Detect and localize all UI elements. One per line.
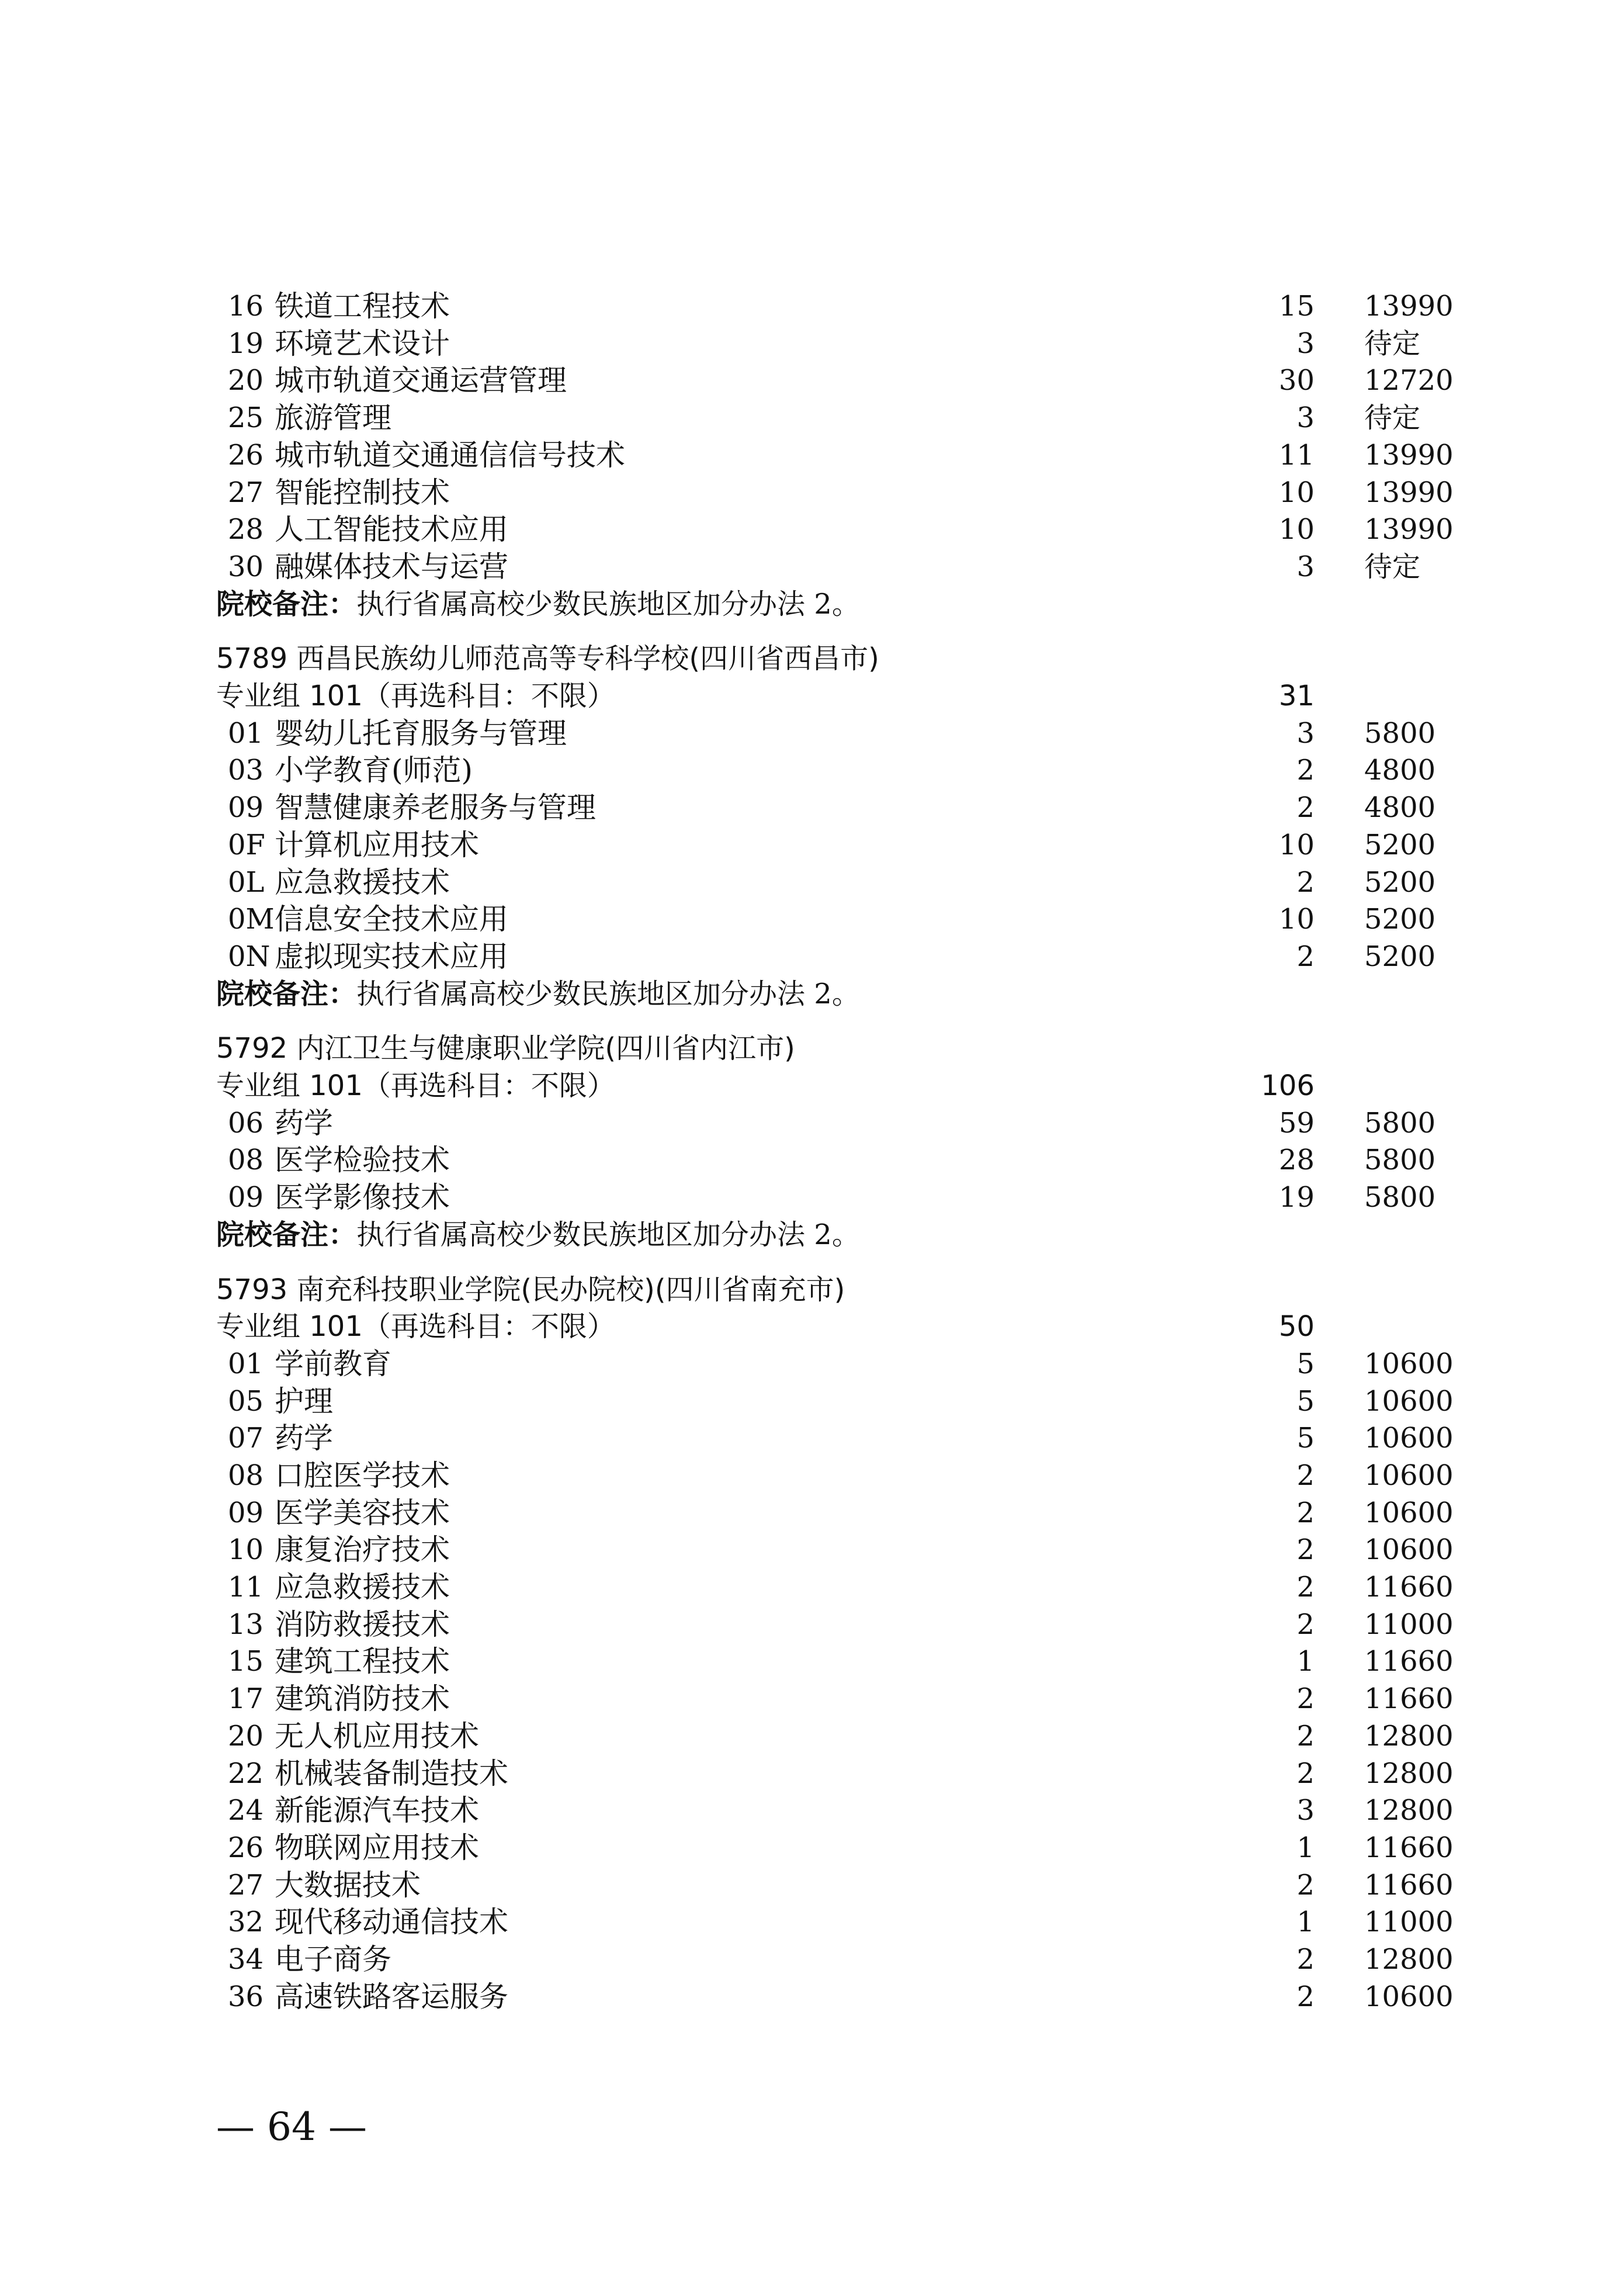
major-name: 智能控制技术	[275, 476, 450, 510]
school-note-text: 执行省属高校少数民族地区加分办法 2。	[356, 1218, 860, 1251]
tuition-fee: 12800	[1364, 1720, 1454, 1753]
major-name: 现代移动通信技术	[275, 1905, 508, 1939]
major-code: 28	[228, 513, 264, 546]
major-code: 16	[228, 290, 264, 323]
major-name: 学前教育	[275, 1347, 391, 1381]
tuition-fee: 12720	[1364, 364, 1454, 397]
plan-count: 2	[1296, 1980, 1315, 2013]
tuition-fee: 11660	[1364, 1645, 1454, 1678]
tuition-fee: 12800	[1364, 1943, 1454, 1976]
tuition-fee: 待定	[1364, 327, 1421, 360]
major-row	[0, 511, 1623, 548]
plan-count: 1	[1296, 1645, 1315, 1678]
major-code: 0M	[228, 903, 275, 936]
major-row	[0, 1383, 1623, 1420]
major-row	[0, 938, 1623, 975]
major-row	[0, 1680, 1623, 1717]
major-name: 智慧健康养老服务与管理	[275, 791, 596, 825]
major-row	[0, 1717, 1623, 1755]
tuition-fee: 4800	[1364, 791, 1436, 824]
tuition-fee: 5200	[1364, 829, 1436, 861]
plan-count: 10	[1278, 903, 1315, 936]
major-name: 医学检验技术	[275, 1143, 450, 1177]
major-code: 34	[228, 1943, 264, 1976]
school-header: 5792 内江卫生与健康职业学院(四川省内江市)	[216, 1032, 795, 1065]
major-name: 护理	[275, 1384, 333, 1418]
major-name: 融媒体技术与运营	[275, 550, 508, 584]
major-group-row	[0, 1308, 1623, 1345]
plan-count: 2	[1296, 940, 1315, 973]
school-header: 5789 西昌民族幼儿师范高等专科学校(四川省西昌市)	[216, 642, 879, 675]
major-row	[0, 1643, 1623, 1680]
plan-count: 3	[1296, 401, 1315, 434]
school-header-row	[0, 640, 1623, 677]
major-code: 01	[228, 1348, 264, 1380]
major-name: 无人机应用技术	[275, 1719, 479, 1753]
tuition-fee: 5800	[1364, 1144, 1436, 1176]
school-note-row	[0, 586, 1623, 623]
major-code: 10	[228, 1533, 264, 1566]
tuition-fee: 5200	[1364, 866, 1436, 899]
major-code: 13	[228, 1608, 264, 1641]
plan-count: 2	[1296, 791, 1315, 824]
major-name: 大数据技术	[275, 1868, 421, 1902]
plan-count: 15	[1278, 290, 1315, 323]
major-code: 0L	[228, 866, 265, 899]
major-code: 26	[228, 439, 264, 472]
plan-count: 59	[1278, 1107, 1315, 1140]
school-note	[216, 586, 860, 623]
major-code: 09	[228, 1497, 264, 1529]
major-row	[0, 752, 1623, 789]
tuition-fee: 11000	[1364, 1906, 1454, 1938]
major-row	[0, 1345, 1623, 1383]
tuition-fee: 13990	[1364, 290, 1454, 323]
major-code: 26	[228, 1831, 264, 1864]
tuition-fee: 5800	[1364, 717, 1436, 750]
major-row	[0, 1903, 1623, 1941]
major-row	[0, 1978, 1623, 2016]
school-note-row	[0, 975, 1623, 1013]
plan-count: 19	[1278, 1181, 1315, 1214]
plan-count: 28	[1278, 1144, 1315, 1176]
plan-count: 2	[1296, 1533, 1315, 1566]
major-name: 城市轨道交通通信信号技术	[275, 438, 625, 472]
major-name: 新能源汽车技术	[275, 1793, 479, 1827]
plan-count: 10	[1278, 513, 1315, 546]
school-note-row	[0, 1216, 1623, 1253]
group-plan-count: 106	[1261, 1069, 1315, 1102]
plan-count: 2	[1296, 1720, 1315, 1753]
major-row	[0, 1494, 1623, 1532]
major-name: 城市轨道交通运营管理	[275, 363, 567, 397]
major-code: 22	[228, 1757, 264, 1790]
major-row	[0, 1866, 1623, 1904]
major-name: 高速铁路客运服务	[275, 1980, 508, 2014]
major-name: 虚拟现实技术应用	[275, 940, 508, 974]
major-name: 婴幼儿托育服务与管理	[275, 716, 567, 750]
major-group-row	[0, 677, 1623, 715]
major-code: 08	[228, 1144, 264, 1176]
major-row	[0, 1792, 1623, 1829]
major-code: 20	[228, 1720, 264, 1753]
plan-count: 3	[1296, 717, 1315, 750]
tuition-fee: 5200	[1364, 940, 1436, 973]
tuition-fee: 10600	[1364, 1348, 1454, 1380]
tuition-fee: 10600	[1364, 1497, 1454, 1529]
group-plan-count: 31	[1278, 680, 1315, 712]
tuition-fee: 11660	[1364, 1571, 1454, 1604]
tuition-fee: 13990	[1364, 439, 1454, 472]
major-code: 30	[228, 550, 264, 583]
plan-count: 2	[1296, 1571, 1315, 1604]
plan-count: 3	[1296, 1794, 1315, 1827]
plan-count: 10	[1278, 476, 1315, 509]
major-code: 11	[228, 1571, 264, 1604]
school-header-row	[0, 1030, 1623, 1067]
major-row	[0, 1419, 1623, 1457]
school-note	[216, 1216, 860, 1253]
major-code: 20	[228, 364, 264, 397]
major-name: 药学	[275, 1106, 333, 1140]
plan-count: 2	[1296, 1943, 1315, 1976]
major-code: 06	[228, 1107, 264, 1140]
plan-count: 2	[1296, 1497, 1315, 1529]
major-row	[0, 474, 1623, 511]
major-name: 机械装备制造技术	[275, 1757, 508, 1791]
major-row	[0, 1104, 1623, 1142]
tuition-fee: 待定	[1364, 401, 1421, 434]
plan-count: 10	[1278, 829, 1315, 861]
major-row	[0, 288, 1623, 325]
school-note-label: 院校备注：	[216, 588, 357, 621]
major-name: 旅游管理	[275, 401, 391, 435]
major-code: 32	[228, 1906, 264, 1938]
major-code: 07	[228, 1422, 264, 1455]
major-row	[0, 325, 1623, 362]
tuition-fee: 13990	[1364, 513, 1454, 546]
major-name: 康复治疗技术	[275, 1533, 450, 1567]
major-row	[0, 362, 1623, 399]
major-code: 27	[228, 476, 264, 509]
major-name: 医学影像技术	[275, 1180, 450, 1214]
major-code: 09	[228, 1181, 264, 1214]
major-code: 24	[228, 1794, 264, 1827]
school-note-label: 院校备注：	[216, 978, 357, 1010]
tuition-fee: 13990	[1364, 476, 1454, 509]
major-name: 药学	[275, 1421, 333, 1455]
tuition-fee: 11660	[1364, 1869, 1454, 1902]
plan-count: 3	[1296, 550, 1315, 583]
major-name: 环境艺术设计	[275, 327, 450, 361]
group-plan-count: 50	[1278, 1310, 1315, 1343]
plan-count: 2	[1296, 754, 1315, 787]
major-code: 01	[228, 717, 264, 750]
major-code: 09	[228, 791, 264, 824]
major-row	[0, 901, 1623, 938]
tuition-fee: 4800	[1364, 754, 1436, 787]
plan-count: 2	[1296, 1869, 1315, 1902]
tuition-fee: 11660	[1364, 1682, 1454, 1715]
major-code: 15	[228, 1645, 264, 1678]
major-name: 人工智能技术应用	[275, 512, 508, 546]
major-name: 应急救援技术	[275, 865, 450, 899]
major-row	[0, 1531, 1623, 1568]
major-group-label: 专业组 101（再选科目：不限）	[216, 1310, 615, 1343]
plan-count: 2	[1296, 866, 1315, 899]
school-header-row	[0, 1271, 1623, 1308]
major-name: 信息安全技术应用	[275, 902, 508, 936]
major-name: 消防救援技术	[275, 1608, 450, 1642]
major-name: 医学美容技术	[275, 1496, 450, 1530]
plan-count: 5	[1296, 1385, 1315, 1418]
tuition-fee: 11660	[1364, 1831, 1454, 1864]
major-row	[0, 548, 1623, 586]
tuition-fee: 5200	[1364, 903, 1436, 936]
major-row	[0, 864, 1623, 901]
major-row	[0, 1755, 1623, 1792]
major-code: 0F	[228, 829, 265, 861]
tuition-fee: 5800	[1364, 1181, 1436, 1214]
plan-count: 11	[1278, 439, 1315, 472]
major-code: 0N	[228, 940, 270, 973]
major-row	[0, 437, 1623, 474]
major-row	[0, 399, 1623, 437]
major-group-label: 专业组 101（再选科目：不限）	[216, 680, 615, 712]
major-name: 口腔医学技术	[275, 1459, 450, 1492]
major-name: 物联网应用技术	[275, 1831, 479, 1865]
school-note	[216, 975, 860, 1013]
major-group-label: 专业组 101（再选科目：不限）	[216, 1069, 615, 1102]
major-name: 小学教育(师范)	[275, 753, 473, 787]
school-note-label: 院校备注：	[216, 1218, 357, 1251]
school-header: 5793 南充科技职业学院(民办院校)(四川省南充市)	[216, 1273, 845, 1306]
major-code: 36	[228, 1980, 264, 2013]
plan-count: 5	[1296, 1422, 1315, 1455]
major-row	[0, 826, 1623, 864]
major-code: 03	[228, 754, 264, 787]
school-note-text: 执行省属高校少数民族地区加分办法 2。	[356, 978, 860, 1010]
major-code: 27	[228, 1869, 264, 1902]
major-group-row	[0, 1067, 1623, 1104]
major-row	[0, 1829, 1623, 1866]
major-code: 08	[228, 1459, 264, 1492]
tuition-fee: 10600	[1364, 1459, 1454, 1492]
plan-count: 2	[1296, 1459, 1315, 1492]
tuition-fee: 10600	[1364, 1980, 1454, 2013]
major-code: 05	[228, 1385, 264, 1418]
tuition-fee: 12800	[1364, 1794, 1454, 1827]
major-name: 建筑消防技术	[275, 1682, 450, 1716]
tuition-fee: 11000	[1364, 1608, 1454, 1641]
plan-count: 2	[1296, 1757, 1315, 1790]
major-row	[0, 1457, 1623, 1494]
plan-count: 3	[1296, 327, 1315, 360]
plan-count: 2	[1296, 1608, 1315, 1641]
plan-count: 2	[1296, 1682, 1315, 1715]
major-row	[0, 715, 1623, 752]
major-name: 建筑工程技术	[275, 1644, 450, 1678]
major-code: 19	[228, 327, 264, 360]
tuition-fee: 10600	[1364, 1533, 1454, 1566]
tuition-fee: 10600	[1364, 1422, 1454, 1455]
major-name: 计算机应用技术	[275, 828, 479, 862]
page-number: — 64 —	[216, 2104, 367, 2149]
major-row	[0, 789, 1623, 826]
major-code: 17	[228, 1682, 264, 1715]
major-row	[0, 1606, 1623, 1643]
school-note-text: 执行省属高校少数民族地区加分办法 2。	[356, 588, 860, 621]
major-row	[0, 1941, 1623, 1978]
plan-count: 1	[1296, 1831, 1315, 1864]
major-code: 25	[228, 401, 264, 434]
tuition-fee: 5800	[1364, 1107, 1436, 1140]
plan-count: 1	[1296, 1906, 1315, 1938]
major-row	[0, 1568, 1623, 1606]
tuition-fee: 12800	[1364, 1757, 1454, 1790]
tuition-fee: 待定	[1364, 550, 1421, 583]
plan-count: 5	[1296, 1348, 1315, 1380]
plan-count: 30	[1278, 364, 1315, 397]
major-row	[0, 1179, 1623, 1216]
major-name: 铁道工程技术	[275, 289, 450, 323]
tuition-fee: 10600	[1364, 1385, 1454, 1418]
major-name: 应急救援技术	[275, 1570, 450, 1604]
major-row	[0, 1141, 1623, 1179]
major-name: 电子商务	[275, 1942, 391, 1976]
